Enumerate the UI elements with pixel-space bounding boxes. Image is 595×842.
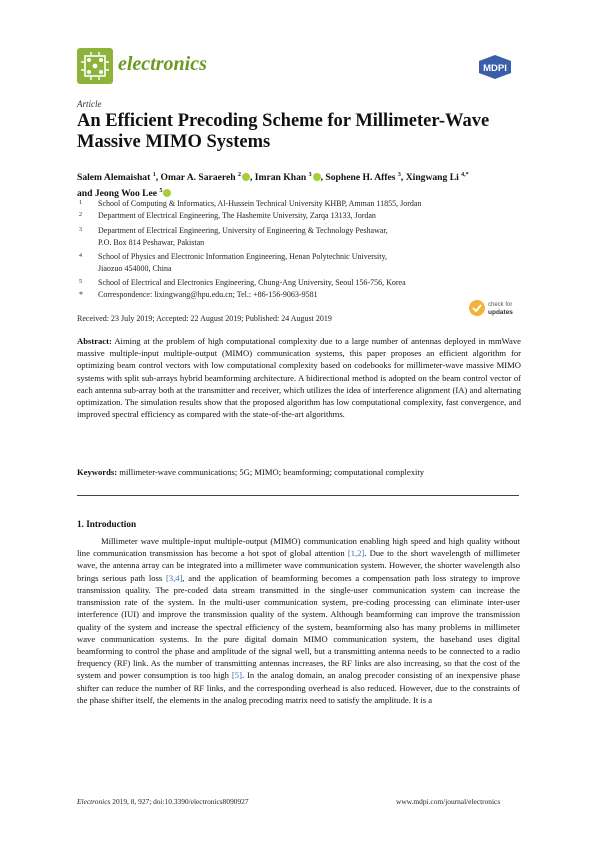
affiliation-text: Department of Electrical Engineering, The Hashemite University, Zarqa 13133, Jordan — [98, 211, 376, 220]
footer-citation-text: 2019, 8, 927; doi:10.3390/electronics8090927 — [112, 797, 249, 806]
footer-url[interactable]: www.mdpi.com/journal/electronics — [396, 797, 501, 806]
affiliation-number: 1 — [79, 200, 82, 206]
body-text: . In the analog domain, an analog precoder consisting of an inexpensive phase shifter can reduce the number of RF links, and the corresponding overhead is also reduced. However, due to the constraints of the phase shifter itself, the elements in the analog precoding matrix need to satisfy the amplitude. It is a — [77, 670, 521, 705]
article-title: An Efficient Precoding Scheme for Millimeter-Wave Massive MIMO Systems — [77, 111, 490, 152]
author-affil-sup: 3 — [308, 172, 312, 178]
citation-link[interactable]: [5] — [231, 670, 242, 681]
citation-link[interactable]: [1,2] — [347, 548, 365, 559]
orcid-icon[interactable] — [163, 189, 171, 197]
abstract-text: Aiming at the problem of high computational complexity due to a large number of antennas deployed in mmWave massive multiple-input multiple-output (MIMO) communication systems, this paper proposes an efficient algorithm for optimizing beam control vectors with low computational complexity based on codebooks for millimeter-wave massive MIMO systems with split sub-arrays hybrid beamforming architecture. A bidirectional method is adopted on the beam control vector of each antenna sub-array both at the transmitter and receiver, which utilizes the idea of interference alignment (IA) and alternating optimization. The simulation results show that the proposed algorithm has low computational complexity, fast convergence, and improved spectral efficiency as compared with the state-of-the-art algorithms. — [77, 336, 521, 420]
section-heading: 1. Introduction — [77, 519, 137, 529]
author-name: Omar A. Saraereh — [160, 172, 236, 184]
author-name: Jeong Woo Lee — [94, 187, 158, 199]
footer-citation — [77, 797, 249, 806]
author-name: Imran Khan — [254, 172, 307, 184]
orcid-icon[interactable] — [242, 173, 250, 181]
affiliation-text: School of Electrical and Electronics Engineering, Chung-Ang University, Seoul 156-756, Korea — [98, 278, 406, 287]
affiliation-text: Jiaozuo 454000, China — [98, 264, 172, 273]
body-text: Millimeter wave multiple-input multiple-output (MIMO) communication enabling high speed and high quality without line communication transmission has become a hot spot of global attention — [77, 536, 520, 559]
body-text: . Due to the short wavelength of millimeter wave, the antenna array can be integrated into a millimeter wave communication system. However, the shorter wavelength also brings serious path loss — [77, 548, 520, 583]
body-paragraph — [77, 535, 520, 706]
mdpi-logo-icon — [473, 55, 517, 79]
journal-logo-icon — [77, 48, 113, 84]
abstract-label: Abstract: — [77, 336, 112, 346]
affiliation-number: 2 — [79, 212, 82, 218]
keywords-label: Keywords: — [77, 467, 118, 477]
affiliation-number: 4 — [79, 253, 82, 259]
article-type: Article — [77, 99, 102, 109]
publication-dates: Received: 23 July 2019; Accepted: 22 August 2019; Published: 24 August 2019 — [77, 314, 332, 323]
footer-journal: Electronics — [77, 797, 111, 806]
check-updates-line1: check for — [488, 302, 513, 308]
mdpi-logo-text: MDPI — [483, 63, 507, 74]
affiliation-text: P.O. Box 814 Peshawar, Pakistan — [98, 238, 205, 247]
affiliation-text: Correspondence: lixingwang@hpu.edu.cn; Tel.: +86-156-9063-9581 — [98, 290, 318, 299]
citation-link[interactable]: [3,4] — [165, 572, 183, 583]
keywords-text: millimeter-wave communications; 5G; MIMO; beamforming; computational complexity — [119, 467, 425, 477]
journal-name: electronics — [118, 53, 207, 75]
author-name: Salem Alemaishat — [77, 172, 151, 184]
orcid-icon[interactable] — [313, 173, 321, 181]
keywords — [77, 466, 521, 478]
author-name: Sophene H. Affes — [325, 172, 396, 184]
affiliation-number: 3 — [79, 227, 82, 233]
divider — [77, 495, 519, 496]
check-for-updates-button[interactable] — [468, 297, 518, 319]
check-updates-line2: updates — [488, 309, 513, 316]
affiliation-number: * — [79, 290, 83, 299]
affiliation-text: School of Computing & Informatics, Al-Hussein Technical University KHBP, Amman 11855, Jordan — [98, 199, 422, 208]
author-affil-sup: 1 — [152, 172, 156, 178]
affiliation-text: School of Physics and Electronic Information Engineering, Henan Polytechnic University, — [98, 252, 387, 261]
body-text: , and the application of beamforming becomes a compensation path loss strategy to improve transmission quality. The pre-coded data stream transmitted in the single-user communication system can increase the transmission rate of the system. In the multi-user communication system, pre-coding processing can eliminate inter-user interference (IUI) and improve the transmission quality of the system. Although beamforming can improve the transmission quality of the system and increase the spectral efficiency of the system, beamforming also has many problems in millimeter wave communication systems. In the pure digital domain MIMO communication system, the baseband uses digital beamforming to control the phase and amplitude of the signal well, but a transmitting antenna needs to be connected to a radio frequency (RF) link. As the number of transmitting antennas increases, the RF links are also increasing, so that the cost of the system and power consumption is too high — [77, 572, 520, 681]
author-affil-sup: 2 — [237, 172, 241, 178]
abstract — [77, 335, 521, 420]
author-affil-sup: 5 — [159, 187, 163, 194]
author-list: Salem Alemaishat $^1$, Omar A. Saraereh $^2$ , Imran Khan $^3$ , Sophene H. Affes $^3$, Xingwang Li $^{4,*}$ and Jeong Woo Lee $^5$ — [77, 172, 469, 199]
affiliation-number: 5 — [79, 279, 82, 285]
author-affil-sup: 4,* — [461, 172, 469, 178]
affiliation-text: Department of Electrical Engineering, University of Engineering & Technology Peshawar, — [98, 226, 388, 235]
author-affil-sup: 3 — [397, 172, 401, 178]
author-name: Xingwang Li — [405, 172, 459, 184]
